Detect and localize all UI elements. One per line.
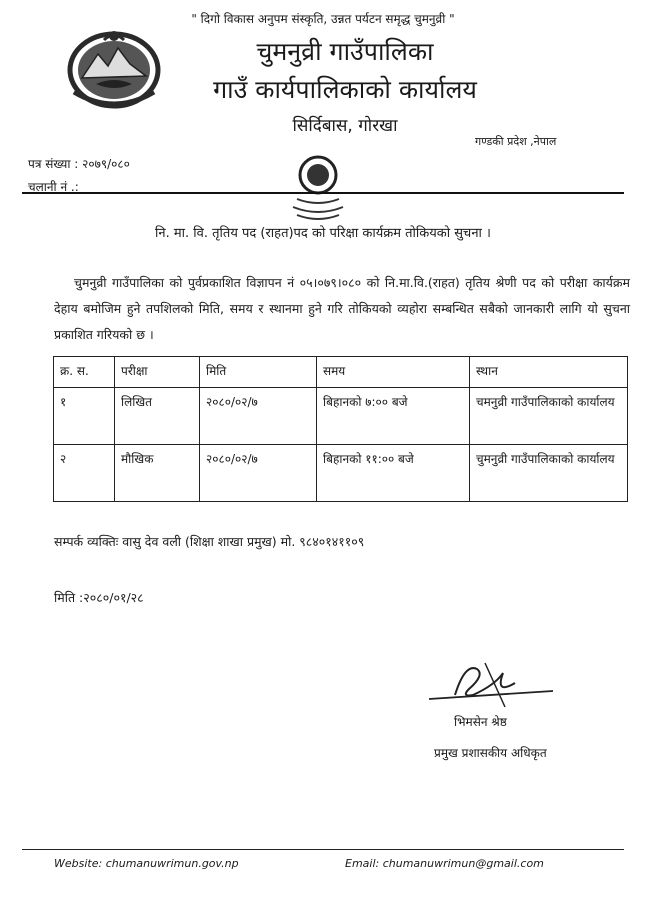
- cell-date: २०८०/०२/७: [200, 445, 317, 502]
- notice-date: मिति :२०८०/०१/२८: [54, 590, 144, 605]
- website-link[interactable]: Website: chumanuwrimun.gov.np: [54, 857, 239, 870]
- exam-schedule-table: [53, 356, 628, 502]
- nepal-emblem-icon: [66, 26, 162, 110]
- cell-exam: मौखिक: [115, 445, 200, 502]
- cell-venue: चुमनुव्री गाउँपालिकाको कार्यालय: [470, 445, 628, 502]
- cell-venue: चमनुव्री गाउँपालिकाको कार्यालय: [470, 388, 628, 445]
- motto: " दिगो विकास अनुपम संस्कृति, उन्नत पर्यटन समृद्ध चुमनुव्री ": [191, 12, 455, 26]
- cell-exam: लिखित: [115, 388, 200, 445]
- col-header-venue: स्थान: [470, 357, 628, 388]
- email-link[interactable]: Email: chumanuwrimun@gmail.com: [345, 857, 544, 870]
- office-location: सिर्दिबास, गोरखा: [292, 116, 398, 136]
- office-stamp-icon: [283, 147, 353, 227]
- cell-serial: १: [54, 388, 115, 445]
- cell-time: बिहानको ७:०० बजे: [317, 388, 470, 445]
- province: गण्डकी प्रदेश ,नेपाल: [475, 135, 557, 148]
- col-header-exam: परीक्षा: [115, 357, 200, 388]
- notice-body: [54, 270, 630, 348]
- contact-person: सम्पर्क व्यक्तिः वासु देव वली (शिक्षा शाखा प्रमुख) मो. ९८४०१४११०९: [54, 534, 365, 549]
- signatory-title: प्रमुख प्रशासकीय अधिकृत: [434, 746, 547, 760]
- signatory-name: भिमसेन श्रेष्ठ: [454, 715, 507, 729]
- table-header-row: [54, 357, 628, 388]
- reference-number: पत्र संख्या : २०७९/०८०: [28, 157, 130, 171]
- header-divider: [22, 192, 624, 194]
- col-header-date: मिति: [200, 357, 317, 388]
- notice-subject: नि. मा. वि. तृतिय पद (राहत)पद को परिक्षा कार्यक्रम तोकियको सुचना ।: [155, 226, 491, 241]
- col-header-time: समय: [317, 357, 470, 388]
- cell-serial: २: [54, 445, 115, 502]
- org-name: चुमनुव्री गाउँपालिका: [256, 37, 434, 66]
- table-row: [54, 388, 628, 445]
- cell-date: २०८०/०२/७: [200, 388, 317, 445]
- footer-divider: [22, 849, 624, 850]
- office-name: गाउँ कार्यपालिकाको कार्यालय: [213, 75, 477, 104]
- notice-body-text: चुमनुव्री गाउँपालिका को पुर्वप्रकाशित विज्ञापन नं ०५।०७९।०८० को नि.मा.वि.(राहत) तृतिय श्रेणी पद को परीक्षा कार्यक्रम देहाय बमोजिम हुने तपशिलको मिति, समय र स्थानमा हुने गरि तोकियको व्यहोरा सम्बन्धित सबैको जानकारी लागि यो सुचना प्रकाशित गरियको छ ।: [54, 275, 630, 342]
- cell-time: बिहानको ११:०० बजे: [317, 445, 470, 502]
- col-header-serial: क्र. स.: [54, 357, 115, 388]
- dispatch-number: चलानी नं .:: [28, 180, 79, 194]
- handwritten-signature-icon: [425, 655, 560, 710]
- table-row: [54, 445, 628, 502]
